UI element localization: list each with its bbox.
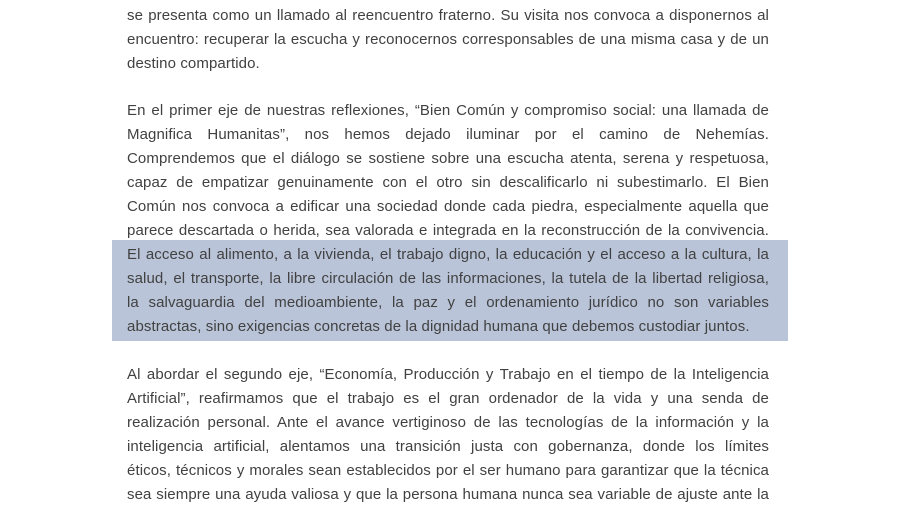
- text-line: éticos, técnicos y morales sean establecidos por el ser humano para garantizar que la técnica: [127, 462, 769, 479]
- text-line: encuentro: recuperar la escucha y reconocernos corresponsables de una misma casa y de un: [127, 31, 769, 48]
- text-line: sea siempre una ayuda valiosa y que la persona humana nunca sea variable de ajuste ante la: [127, 486, 769, 503]
- text-line: Al abordar el segundo eje, “Economía, Producción y Trabajo en el tiempo de la Inteligencia: [127, 366, 769, 383]
- text-line: Común nos convoca a edificar una sociedad donde cada piedra, especialmente aquella que: [127, 198, 769, 215]
- text-line: parece descartada o herida, sea valorada e integrada en la reconstrucción de la convivencia.: [127, 222, 769, 239]
- text-line: Magnifica Humanitas”, nos hemos dejado iluminar por el camino de Nehemías.: [127, 126, 769, 143]
- text-line: Comprendemos que el diálogo se sostiene sobre una escucha atenta, serena y respetuosa,: [127, 150, 769, 167]
- text-line: inteligencia artificial, alentamos una transición justa con gobernanza, donde los límites: [127, 438, 769, 455]
- text-line: En el primer eje de nuestras reflexiones, “Bien Común y compromiso social: una llamada de: [127, 102, 769, 119]
- text-line: capaz de empatizar genuinamente con el otro sin descalificarlo ni subestimarlo. El Bien: [127, 174, 769, 191]
- text-line: Artificial”, reafirmamos que el trabajo es el gran ordenador de la vida y una senda de: [127, 390, 769, 407]
- highlighted-text-line[interactable]: salud, el transporte, la libre circulación de las informaciones, la tutela de la libertad religiosa,: [127, 270, 769, 287]
- text-line: se presenta como un llamado al reencuentro fraterno. Su visita nos convoca a disponernos al: [127, 7, 769, 24]
- text-line: destino compartido.: [127, 55, 260, 72]
- highlighted-text-line[interactable]: la salvaguardia del medioambiente, la paz y el ordenamiento jurídico no son variables: [127, 294, 769, 311]
- text-line: realización personal. Ante el avance vertiginoso de las tecnologías de la información y la: [127, 414, 769, 431]
- highlighted-text-line[interactable]: abstractas, sino exigencias concretas de la dignidad humana que debemos custodiar juntos.: [127, 318, 750, 335]
- highlighted-text-line[interactable]: El acceso al alimento, a la vivienda, el trabajo digno, la educación y el acceso a la cultura, la: [127, 246, 769, 263]
